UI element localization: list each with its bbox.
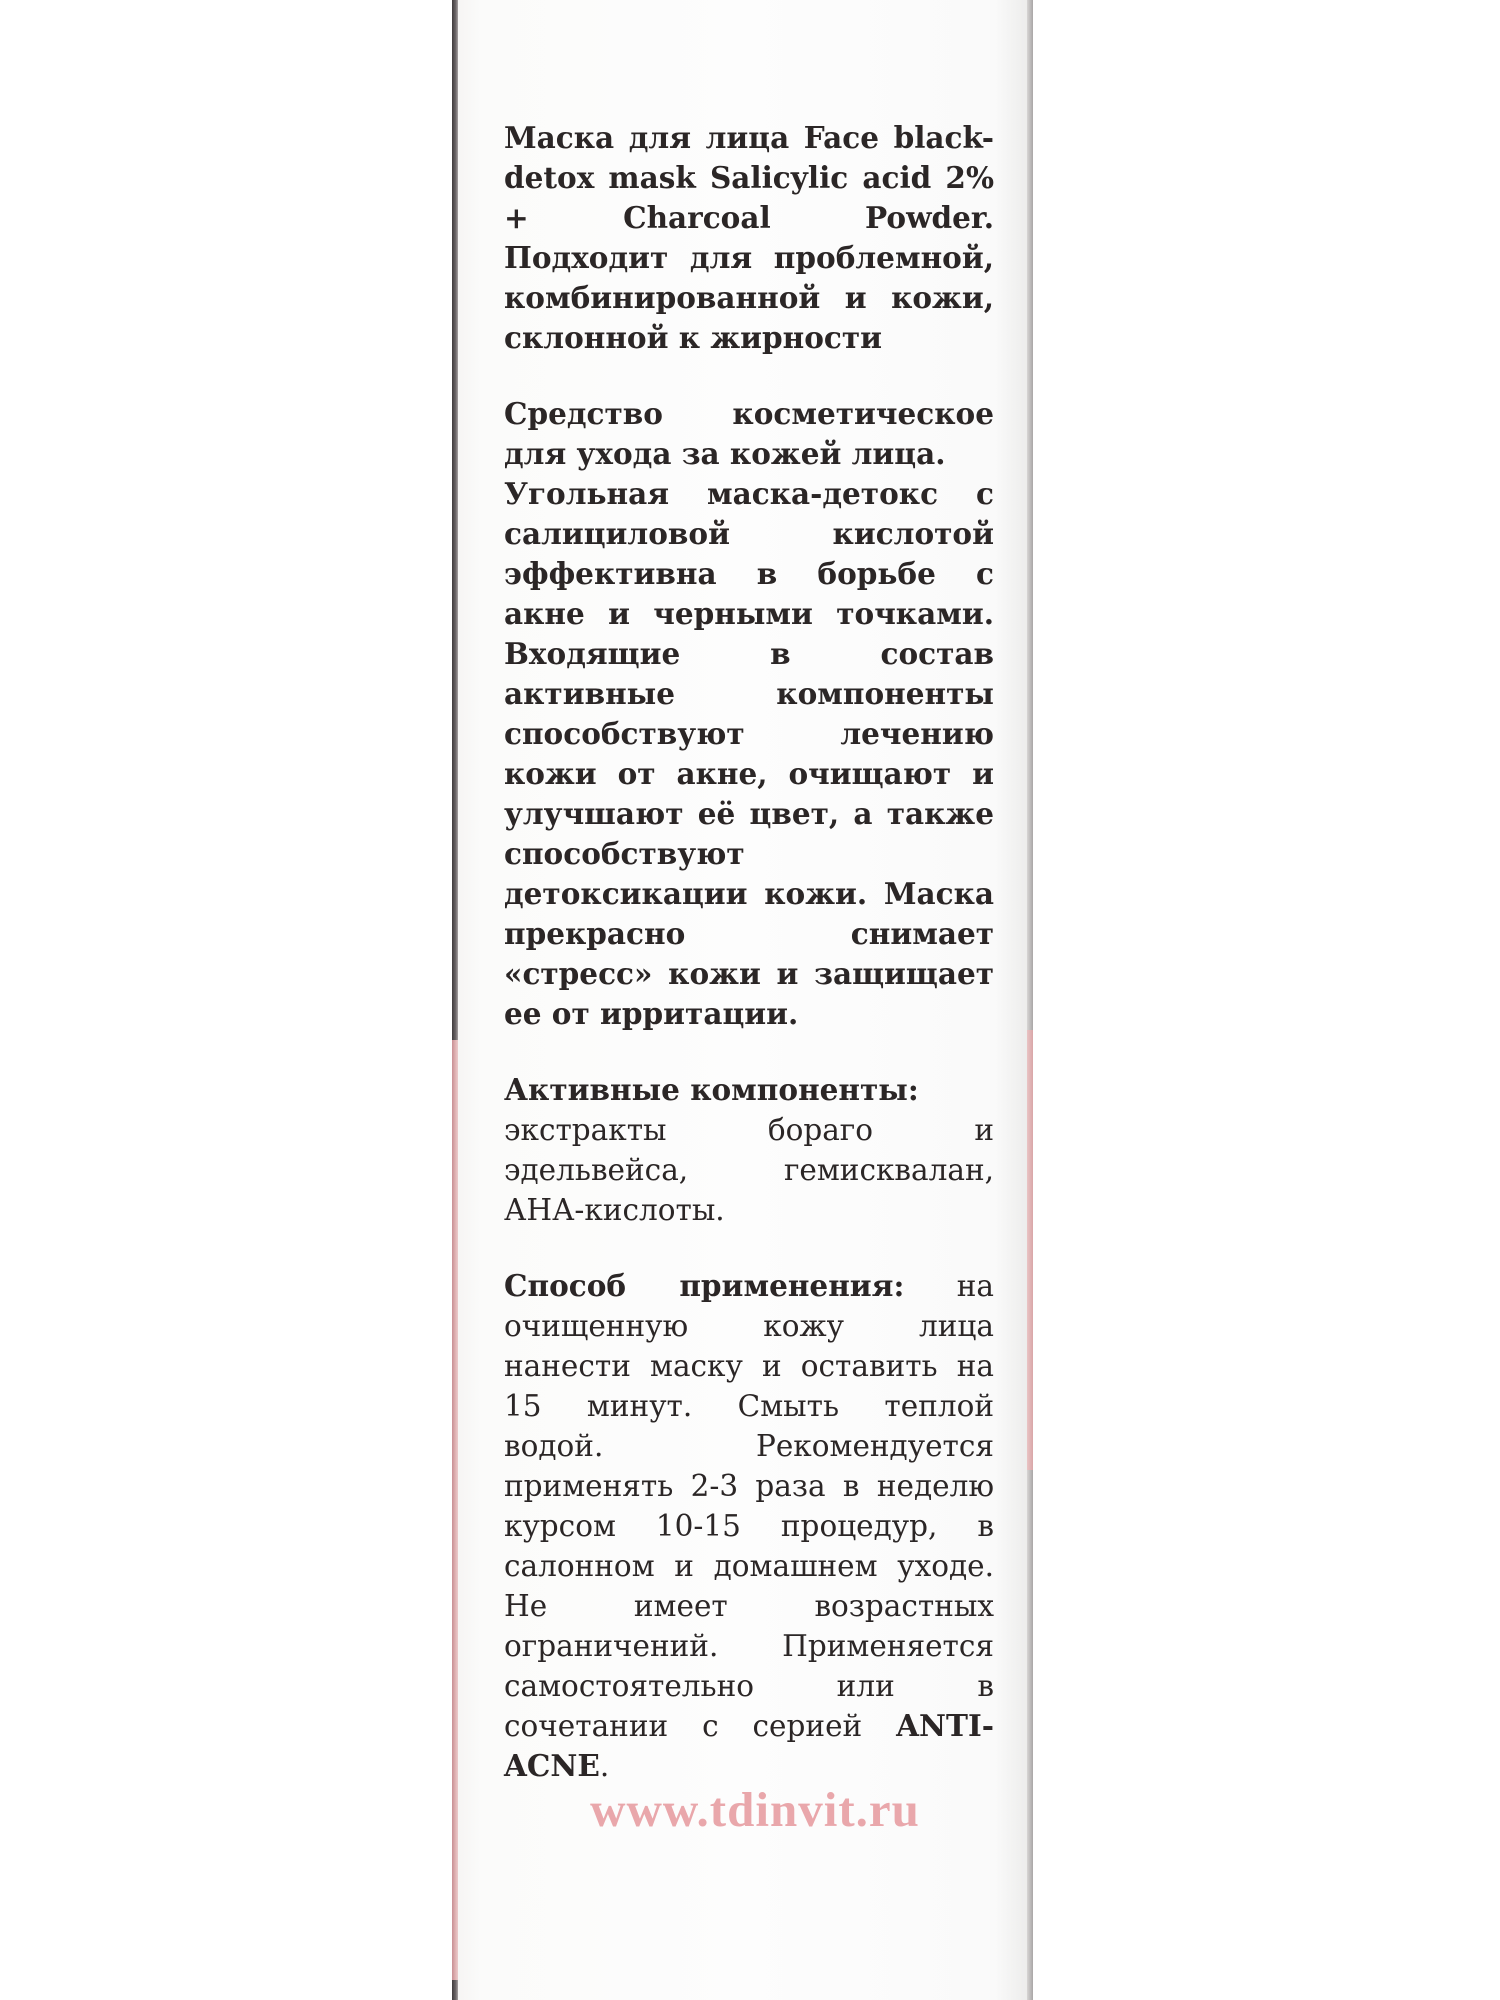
active-components bbox=[504, 1070, 994, 1230]
product-title: Маска для лица Face black-detox mask Salicylic acid 2% + Charcoal Powder. Подходит для проблемной, комбинированной и кожи, склонной к жирности bbox=[504, 120, 994, 355]
usage bbox=[504, 1266, 994, 1786]
usage-label: Способ применения: bbox=[504, 1268, 905, 1303]
active-components-text: экстракты бораго и эдельвейса, гемисквалан, АНА-кислоты. bbox=[504, 1113, 994, 1227]
description bbox=[504, 394, 994, 1034]
website-url: www.tdinvit.ru bbox=[590, 1782, 920, 1837]
description-body: Угольная маска-детокс с салициловой кислотой эффективна в борьбе с акне и черными точками. Входящие в состав активные компоненты способствуют лечению кожи от акне, очищают и улучшают её цвет, а также способствуют детоксикации кожи. Маска прекрасно снимает «стресс» кожи и защищает ее от ирритации. bbox=[504, 476, 994, 1031]
description-intro: Средство косметическое для ухода за кожей лица. bbox=[504, 396, 994, 471]
usage-text: на очищенную кожу лица нанести маску и оставить на 15 минут. Смыть теплой водой. Рекомендуется применять 2-3 раза в неделю курсом 10-15 процедур, в салонном и домашнем уходе. Не имеет возрастных ограничений. Применяется самостоятельно или в сочетании с серией bbox=[504, 1269, 994, 1743]
box-right-edge-pink bbox=[1027, 1030, 1033, 1470]
series-name: ANTI-ACNE bbox=[504, 1708, 994, 1783]
label-text bbox=[504, 118, 994, 1822]
usage-end: . bbox=[599, 1749, 610, 1783]
box-right-edge bbox=[1027, 0, 1033, 2000]
active-components-label: Активные компоненты: bbox=[504, 1072, 919, 1107]
